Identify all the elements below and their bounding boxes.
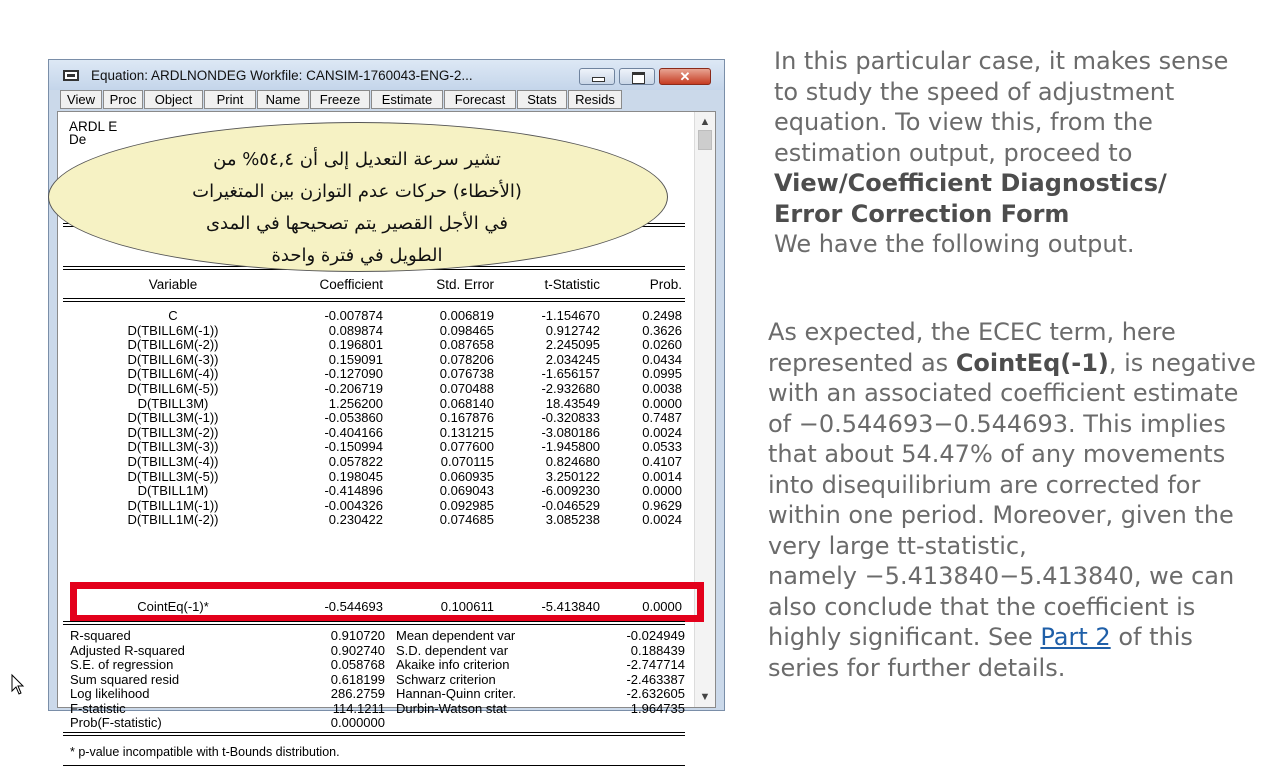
table-row [63,309,683,324]
stat-value: 0.000000 [330,715,385,730]
stat-label: R-squared [70,628,131,643]
cell-prob: 0.3626 [642,322,682,338]
cell-coefficient: 0.089874 [328,322,383,338]
cell-std-error: 0.076738 [439,366,494,382]
interp-line-2a: represented as [768,348,956,377]
cell-prob: 0.4107 [642,454,682,469]
cell-std-error: 0.069043 [439,483,494,499]
stats-row [70,687,688,702]
output-header-line1: ARDL E [69,119,118,134]
cell-t-statistic: -1.656157 [541,366,600,382]
table-row [63,470,683,485]
cell-variable: D(TBILL6M(-1)) [127,322,219,338]
stat-label: Prob(F-statistic) [70,715,162,730]
interp-line-8: very large tt-statistic, [768,531,1027,560]
output-pane[interactable] [57,111,716,759]
cell-t-statistic: -3.080186 [541,424,600,440]
interp-line-3: with an associated coefficient estimate [768,379,1239,407]
arabic-callout-bubble [48,119,668,272]
cell-variable: D(TBILL6M(-5)) [127,381,219,396]
cell-prob: 0.0260 [642,337,682,353]
cell-std-error: 0.074685 [439,512,494,528]
cell-prob: 0.0000 [642,395,682,411]
stat-value: 0.618199 [330,671,385,687]
scroll-down-icon[interactable]: ▼ [699,691,711,703]
stat-label: Mean dependent var [396,628,516,643]
cell-prob: 0.0000 [642,483,682,499]
cell-coefficient: -0.414896 [324,483,383,499]
stats-row [70,702,688,717]
cell-prob: 0.9629 [642,497,682,513]
stat-label: Schwarz criterion [396,671,496,687]
stat-value: 114.1211 [332,700,385,716]
cointeq-highlight-box [70,582,704,622]
cell-prob: 0.0014 [642,468,682,484]
table-row [63,455,683,470]
table-row [63,353,683,368]
stat-value: -2.632605 [626,686,685,701]
cell-std-error: 0.131215 [439,424,494,440]
stat-label: Durbin-Watson stat [396,700,507,716]
interp-line-11 [768,622,1256,653]
stat-label: Log likelihood [70,686,150,701]
part-2-link[interactable]: Part 2 [1040,623,1111,651]
cell-coefficient: 1.256200 [328,395,383,411]
toolbar-freeze-button[interactable]: Freeze [310,90,370,109]
window-toolbar [57,90,717,110]
toolbar-proc-button[interactable]: Proc [103,90,143,109]
cell-variable: D(TBILL3M(-3)) [127,439,219,455]
cell-t-statistic: 0.824680 [545,454,600,469]
cell-std-error: 0.070115 [440,454,494,469]
cell-coefficient: -0.053860 [324,410,383,426]
intro-line-5: We have the following output. [774,230,1135,258]
cell-coefficient: -0.150994 [324,439,383,455]
cell-std-error: 0.078206 [439,351,494,367]
cell-coefficient: -0.004326 [324,497,383,513]
stat-value: -2.747714 [626,657,685,672]
toolbar-stats-button[interactable]: Stats [517,90,567,109]
scrollbar-thumb[interactable] [698,130,712,150]
menu-path-line-2: Error Correction Form [774,199,1070,228]
cell-prob: 0.2498 [642,308,682,323]
intro-line-2: to study the speed of adjustment [774,77,1175,106]
interp-line-4: of −0.544693−0.544693. This implies [768,409,1226,438]
interp-line-10: also conclude that the coefficient is [768,592,1196,621]
cell-t-statistic: -2.932680 [541,381,600,396]
cell-coefficient: 0.159091 [328,351,383,367]
cell-prob: 0.7487 [642,410,682,426]
cell-variable: D(TBILL6M(-3)) [127,351,219,367]
table-row [63,367,683,382]
footnote: * p-value incompatible with t-Bounds distribution. [70,745,340,759]
intro-line-3: equation. To view this, from the [774,108,1153,136]
interp-line-12: series for further details. [768,653,1066,682]
stats-bottom-rule [63,732,685,736]
stat-label: Akaike info criterion [396,657,510,672]
interpretation-paragraph [768,317,1256,683]
cell-prob: 0.0024 [642,424,682,440]
cell-t-statistic: -1.154670 [541,308,600,323]
cointeq-t-statistic: -5.413840 [541,599,600,614]
stat-value: 0.902740 [330,642,385,658]
stat-value: -2.463387 [626,671,685,687]
stat-label: Adjusted R-squared [70,642,185,658]
toolbar-name-button[interactable]: Name [257,90,309,109]
close-button[interactable] [659,68,711,85]
cell-t-statistic: 3.085238 [545,512,600,528]
cell-t-statistic: 0.912742 [545,322,600,338]
stat-label: S.E. of regression [70,657,174,672]
interp-line-2 [768,348,1256,379]
cell-prob: 0.0533 [642,439,682,455]
stats-row [70,673,688,688]
stat-label: F-statistic [70,700,126,716]
cell-t-statistic: 2.245095 [545,337,600,353]
table-row [63,484,683,499]
cell-variable: D(TBILL3M(-4)) [127,454,219,469]
maximize-icon [632,72,645,84]
window-menu-icon[interactable] [63,70,79,81]
stats-row [70,658,688,673]
column-header-std-error: Std. Error [436,277,494,292]
interp-line-9: namely −5.413840−5.413840, we can [768,562,1235,590]
column-header-prob: Prob. [649,277,682,292]
equation-window [48,59,725,759]
cell-variable: D(TBILL6M(-2)) [127,337,219,353]
cell-t-statistic: -0.046529 [541,497,600,513]
cell-std-error: 0.077600 [439,439,494,455]
callout-line-4: الطويل في فترة واحدة [271,245,443,266]
toolbar-print-button[interactable]: Print [204,90,256,109]
stat-label: Sum squared resid [70,671,180,687]
cell-variable: D(TBILL1M) [137,483,209,499]
cell-coefficient: -0.127090 [324,366,383,382]
toolbar-view-button[interactable]: View [60,90,102,109]
cell-variable: D(TBILL1M(-2)) [127,512,219,528]
column-header-variable: Variable [148,277,198,292]
toolbar-estimate-button[interactable]: Estimate [371,90,443,109]
window-titlebar[interactable] [49,60,724,90]
table-row [63,397,683,412]
interp-line-11b: of this [1110,623,1193,651]
cell-t-statistic: -1.945800 [541,439,600,455]
callout-line-2: (الأخطاء) حركات عدم التوازن بين المتغيرات [192,181,522,202]
stat-value: 286.2759 [330,686,385,701]
cell-std-error: 0.060935 [439,468,494,484]
cell-std-error: 0.092985 [439,497,494,513]
column-header-coefficient: Coefficient [319,277,383,292]
stat-value: 0.188439 [630,642,685,658]
stat-value: 0.058768 [330,657,385,672]
cell-prob: 0.0024 [642,512,682,528]
minimize-button[interactable] [579,68,615,85]
maximize-button[interactable] [619,68,655,85]
cell-std-error: 0.098465 [439,322,494,338]
column-header-t-statistic: t-Statistic [544,277,600,292]
stat-value: 1.964735 [630,700,685,716]
scroll-up-icon[interactable]: ▲ [699,116,711,128]
callout-line-3: في الأجل القصير يتم تصحيحها في المدى [205,213,509,234]
cell-coefficient: 0.057822 [328,454,383,469]
cell-prob: 0.0038 [642,381,682,396]
toolbar-forecast-button[interactable]: Forecast [444,90,516,109]
callout-line-1: تشير سرعة التعديل إلى أن ٥٤,٤% من [213,149,501,170]
table-row [63,426,683,441]
interp-line-6: into disequilibrium are corrected for [768,470,1201,499]
table-row [63,499,683,514]
column-headers [63,278,683,293]
arabic-callout-text [97,144,617,272]
stat-value: -0.024949 [626,628,685,643]
cell-t-statistic: 2.034245 [545,351,600,367]
cell-coefficient: 0.198045 [328,468,383,484]
stats-row [70,716,688,731]
mouse-cursor-icon [11,674,25,696]
table-row [63,513,683,528]
cointeq-coefficient: -0.544693 [324,599,383,614]
table-row [63,411,683,426]
stats-row [70,629,688,644]
cell-coefficient: -0.206719 [324,381,383,396]
cell-t-statistic: -0.320833 [541,410,600,426]
cell-std-error: 0.087658 [439,337,494,353]
cell-prob: 0.0995 [642,366,682,382]
cell-variable: D(TBILL3M(-5)) [127,468,219,484]
minimize-icon [592,77,605,82]
cell-prob: 0.0434 [642,351,682,367]
intro-line-1: In this particular case, it makes sense [774,47,1229,75]
interp-line-1: As expected, the ECEC term, here [768,318,1176,346]
cell-t-statistic: 3.250122 [545,468,600,484]
cointeq-prob: 0.0000 [642,599,682,614]
cointeq-term: CointEq(-1) [955,348,1109,377]
table-row [63,338,683,353]
cell-variable: D(TBILL3M(-2)) [127,424,219,440]
stats-row [70,644,688,659]
cell-variable: D(TBILL6M(-4)) [127,366,219,382]
cell-std-error: 0.006819 [439,308,494,323]
stat-value: 0.910720 [330,628,385,643]
cell-coefficient: 0.196801 [328,337,383,353]
cell-std-error: 0.068140 [439,395,494,411]
interp-line-11a: highly significant. See [768,623,1041,651]
cell-std-error: 0.070488 [439,381,494,396]
cointeq-variable: CointEq(-1)* [137,599,209,614]
window-title: Equation: ARDLNONDEG Workfile: CANSIM-1760043-ENG-2... [91,68,473,83]
stats-top-rule [63,621,685,625]
interp-line-7: within one period. Moreover, given the [768,501,1234,529]
stat-label: Hannan-Quinn criter. [396,686,516,701]
cell-coefficient: -0.404166 [324,424,383,440]
menu-path-line-1: View/Coefficient Diagnostics/ [774,169,1167,197]
output-header-line2: De [69,132,87,147]
cointeq-std-error: 0.100611 [440,599,494,614]
close-icon: ✕ [679,69,691,84]
cell-coefficient: -0.007874 [324,308,383,323]
cell-variable: D(TBILL3M(-1)) [127,410,219,426]
cell-variable: D(TBILL3M) [137,395,209,411]
interp-line-2c: , is negative [1108,348,1256,377]
intro-line-4: estimation output, proceed to [774,138,1133,167]
toolbar-resids-button[interactable]: Resids [568,90,622,109]
table-row [63,324,683,339]
toolbar-object-button[interactable]: Object [144,90,203,109]
table-row [63,382,683,397]
cell-t-statistic: -6.009230 [541,483,600,499]
table-row [63,440,683,455]
cell-coefficient: 0.230422 [328,512,383,528]
columns-bottom-rule [63,298,685,302]
cell-t-statistic: 18.43549 [545,395,600,411]
interp-line-5: that about 54.47% of any movements [768,440,1226,468]
stat-label: S.D. dependent var [396,642,509,658]
cell-std-error: 0.167876 [439,410,494,426]
intro-paragraph [774,46,1228,260]
cell-variable: C [168,308,178,323]
cell-variable: D(TBILL1M(-1)) [127,497,219,513]
